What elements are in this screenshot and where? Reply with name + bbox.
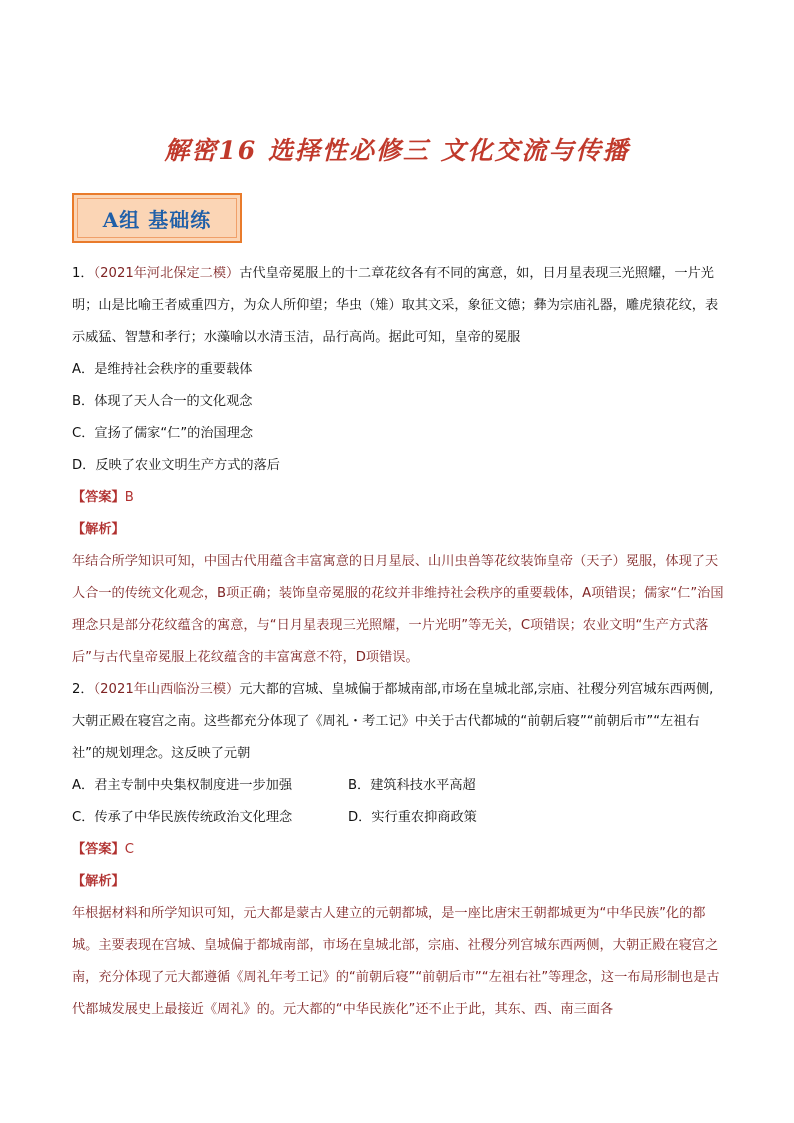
question-number: 2． (72, 682, 94, 697)
option-row (72, 770, 724, 802)
question-1 (72, 258, 724, 674)
group-label: A组 基础练 (77, 198, 237, 238)
option-row (72, 802, 724, 834)
option-a: A．是维持社会秩序的重要载体 (72, 362, 253, 377)
question-list (72, 258, 724, 1026)
analysis-text: 年结合所学知识可知，中国古代用蕴含丰富寓意的日月星辰、山川虫兽等花纹装饰皇帝（天子）冕服，体现了天人合一的传统文化观念，B项正确；装饰皇帝冕服的花纹并非维持社会秩序的重要载体，A项错误；儒家“仁”治国理念只是部分花纹蕴含的寓意，与“日月星表现三光照耀，一片光明”等无关，C项错误；农业文明“生产方式落后”与古代皇帝冕服上花纹蕴含的丰富寓意不符，D项错误。 (72, 554, 724, 665)
answer-value: C (124, 842, 134, 857)
option-b: B．建筑科技水平高超 (348, 778, 476, 793)
answer-line (72, 834, 724, 866)
question-source: （2021年河北保定二模） (93, 266, 240, 281)
analysis-label: 【解析】 (72, 874, 125, 889)
question-source: （2021年山西临汾三模） (93, 682, 240, 697)
option-a: A．君主专制中央集权制度进一步加强 (72, 778, 293, 793)
analysis-label: 【解析】 (72, 522, 125, 537)
option-c: C．传承了中华民族传统政治文化理念 (72, 810, 293, 825)
page-title: 解密16 选择性必修三 文化交流与传播 (164, 136, 630, 165)
question-stem (72, 258, 724, 354)
question-text: 古代皇帝冕服上的十二章花纹各有不同的寓意，如，日月星表现三光照耀，一片光明；山是比喻王者威重四方，为众人所仰望；华虫（雉）取其文采，象征文德；彝为宗庙礼器，雕虎猿花纹，表示威猛、智慧和孝行；水藻喻以水清玉洁，品行高尚。据此可知，皇帝的冕服 (72, 266, 719, 345)
question-number: 1． (72, 266, 94, 281)
question-2 (72, 674, 724, 1026)
question-text: 元大都的宫城、皇城偏于都城南部,市场在皇城北部,宗庙、社稷分列宫城东西两侧,大朝正殿在寝宫之南。这些都充分体现了《周礼・考工记》中关于古代都城的“前朝后寝”“前朝后市”“左祖右社”的规划理念。这反映了元朝 (72, 682, 714, 761)
option-d: D．反映了农业文明生产方式的落后 (72, 458, 280, 473)
answer-label: 【答案】 (72, 490, 125, 505)
option-b: B．体现了天人合一的文化观念 (72, 394, 253, 409)
question-stem (72, 674, 724, 770)
option-c: C．宣扬了儒家“仁”的治国理念 (72, 426, 254, 441)
answer-label: 【答案】 (72, 842, 125, 857)
group-label-box (72, 193, 242, 243)
option-d: D．实行重农抑商政策 (348, 810, 477, 825)
analysis-text: 年根据材料和所学知识可知，元大都是蒙古人建立的元朝都城，是一座比唐宋王朝都城更为“中华民族”化的都城。主要表现在宫城、皇城偏于都城南部，市场在皇城北部，宗庙、社稷分列宫城东西两侧，大朝正殿在寝宫之南，充分体现了元大都遵循《周礼年考工记》的“前朝后寝”“前朝后市”“左祖右社”等理念，这一布局形制也是古代都城发展史上最接近《周礼》的。元大都的“中华民族化”还不止于此，其东、西、南三面各 (72, 906, 720, 1017)
answer-value: B (124, 490, 134, 505)
answer-line (72, 482, 724, 514)
